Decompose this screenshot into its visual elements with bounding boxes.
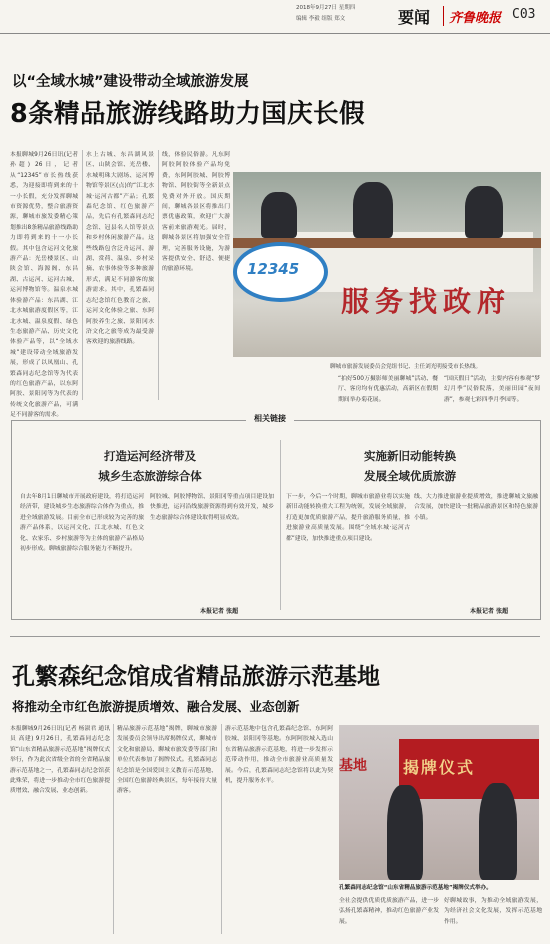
photo-person	[479, 783, 517, 880]
photo-person	[261, 192, 297, 238]
story2-column-5: 好聊城故事，为推动全域旅游发展，为经济社会文化发展，发挥示范基地作用。	[444, 898, 542, 925]
hotline-logo-text: 12345	[247, 260, 300, 278]
related-left-title-1: 打造运河经济带及	[104, 449, 196, 463]
column-rule	[82, 150, 83, 400]
story1-column-3b	[233, 370, 333, 406]
section-name: 要闻	[398, 8, 431, 27]
related-left-column-2: 阿胶城、阿胶博物馆、景阳冈等重点项目建设加快推进，运河沿线旅游资源得到有效开发，城乡生态旅游综合体建设取得明显成效。	[150, 494, 274, 521]
story2-headline: 孔繁森纪念馆成省精品旅游示范基地	[12, 664, 380, 690]
related-right-title-2: 发展全域优质旅游	[364, 469, 456, 483]
story2-column-2: 精品旅游示范基地”揭牌，聊城市旅游发展委员会领导出席揭牌仪式，聊城市文化和旅游局、聊城市旅发委等部门和单位代表参加了揭牌仪式。孔繁森同志纪念馆是全国爱国主义教育示范基地、全国红色旅游经典景区，每年接待大量游客。	[117, 726, 217, 795]
story1-column-4: “拍好500万摄影师美丽聊城”活动、餐厅、客房均有优惠活动，高新区在假期期间举办菊花展。	[338, 376, 438, 403]
issue-date: 2018年9月27日 星期四	[296, 5, 356, 11]
masthead-divider	[443, 6, 444, 26]
editor-credits: 编辑 李毅 组版 郑文	[296, 16, 346, 22]
related-right-signature: 本报记者 张超	[470, 608, 509, 615]
photo-person	[465, 186, 503, 238]
story2-column-4: 全社会提供优质优质旅游产品，进一步弘扬孔繁森精神，推动红色旅游产业发展。	[339, 898, 439, 925]
photo-board-text: 揭牌仪式	[403, 758, 476, 777]
related-divider	[280, 440, 281, 610]
page-number: C03	[512, 7, 536, 22]
photo-person	[353, 182, 393, 238]
story1-photo-caption: 聊城市旅游发展委员会党组书记、主任刘光明接受市长热线。	[330, 364, 482, 370]
section-divider	[10, 636, 540, 637]
story1-column-5: “国庆假日”活动，主要内容有参观“梦幻月季”民俗院落，美丽田园“夜间游”，参观七彩四季月季园等。	[444, 376, 540, 403]
story2-column-3: 游示范基地中包含孔繁森纪念馆、东阿阿胶城、景阳冈等基地。东阿阿胶城入选山东省精品旅游示范基地，将进一步发挥示范带动作用，推动全市旅游业高质量发展。今后，孔繁森同志纪念馆将以此为契机，提升服务水平。	[225, 726, 333, 785]
story1-headline: 8条精品旅游线路助力国庆长假	[10, 99, 365, 129]
story1-column-2: 水上古城、东昌湖风景区、山陕会馆、光岳楼、水城明珠大剧场、运河博物馆等景区(点)的“江北水城·运河古都”产品；孔繁森纪念馆、红色旅游产品，先后有孔繁森同志纪念馆、冠县名人馆等景点和乡村休闲旅游产品。这些线路包含泛舟运河、游湖、赏荷、温泉、乡村采摘、农事体验等多种旅游形式，满足不同游客的旅游需求。其中，孔繁森同志纪念馆红色教育之旅、运河文化体验之旅、东阿阿胶养生之旅、景阳冈水浒文化之旅等成为最受游客欢迎的旅游线路。	[86, 152, 154, 346]
photo-person	[387, 785, 423, 880]
story2-column-1: 本报聊城9月26日讯(记者 杨淑君 通讯员 高建) 9月26日，孔繁森同志纪念馆“山东省精品旅游示范基地”揭牌仪式举行，作为此次省级全省的全省精品旅游示范基地之一，孔繁森同志纪念馆获此殊荣，将进一步推动全市红色旅游提质增效、融合发展、业态创新。	[10, 726, 110, 795]
related-left-title-2: 城乡生态旅游综合体	[98, 469, 202, 483]
story1-photo	[233, 172, 541, 357]
photo-stage-text: 基地	[339, 758, 367, 774]
story1-column-3: 线，体验民俗游。凡东阿阿胶阿胶体验产品均免费，东阿阿胶城、阿胶博物馆、阿胶街等全新景点免费对外开放。国庆期间，聊城各景区将推出门票优惠政策，欢迎广大游客前来旅游观光。届时，聊城各景区将加强安全管理，完善服务设施，为游客提供安全、舒适、便捷的旅游环境。	[162, 152, 230, 273]
column-rule	[113, 724, 114, 934]
related-left-signature: 本报记者 张超	[200, 608, 239, 615]
newspaper-logo: 齐鲁晚报	[449, 11, 502, 26]
photo-sign-text: 服务找政府	[341, 285, 512, 318]
column-rule	[221, 724, 222, 934]
related-links-tag: 相关链接	[246, 413, 294, 424]
related-right-title-1: 实施新旧动能转换	[364, 449, 456, 463]
story2-photo	[339, 725, 539, 880]
story1-column-1: 本报聊城9月26日讯(记者 孙超) 26日，记者从“12345”市长热线获悉，为迎接即将到来的十一小长假，充分发挥聊城市资源优势，整合旅游资源，聊城市旅发委精心策划推出8条精品旅游线路助力即将到来的十一小长假。其中包含运河文化旅游产品：光岳楼景区、山陕会馆、海源阁、东昌湖、古运河、运河古城、运河博物馆等。温泉水城体验游产品：东昌湖、江北水城旅游度假区等，江北水城、温泉度假、绿色生态旅游产品、历史文化体验产品等，以“全域水城”建设带动全域旅游发展，形成了以凤凰山、孔繁森同志纪念馆等为代表的红色旅游产品，以东阿阿胶、景阳冈等为代表的传统文化旅游产品，可满足不同游客的需求。	[10, 152, 78, 419]
related-right-column-2: 线、大力推进旅游业提质增效，推进聊城文旅融合发展，加快建设一批精品旅游景区和特色旅游小镇。	[414, 494, 538, 521]
story2-photo-caption: 孔繁森同志纪念馆“山东省精品旅游示范基地”揭牌仪式举办。	[339, 885, 492, 891]
column-rule	[158, 150, 159, 400]
story1-kicker: 以“全域水城”建设带动全域旅游发展	[12, 74, 249, 90]
related-right-column-1: 下一步，今后一个时期，聊城市旅游业将以实施新旧动能转换重大工程为统领，发展全域旅游，打造更加优质旅游产品，提升旅游服务质量，推进旅游业高质量发展。围绕“全域水城·运河古都”建设，加快推进重点项目建设。	[286, 494, 410, 542]
related-left-column-1: 自去年8月1日聊城市开展政府建设，将打造运河经济带，建设城乡生态旅游综合体作为重点，推进全域旅游发展。目前全市已形成较为完善的旅游产品体系，以运河文化、江北水城、红色文化、农家乐、乡村旅游等为主体的旅游产品格局初步形成。聊城旅游综合服务能力不断提升。	[20, 494, 144, 553]
story2-subhead: 将推动全市红色旅游提质增效、融合发展、业态创新	[12, 699, 300, 714]
